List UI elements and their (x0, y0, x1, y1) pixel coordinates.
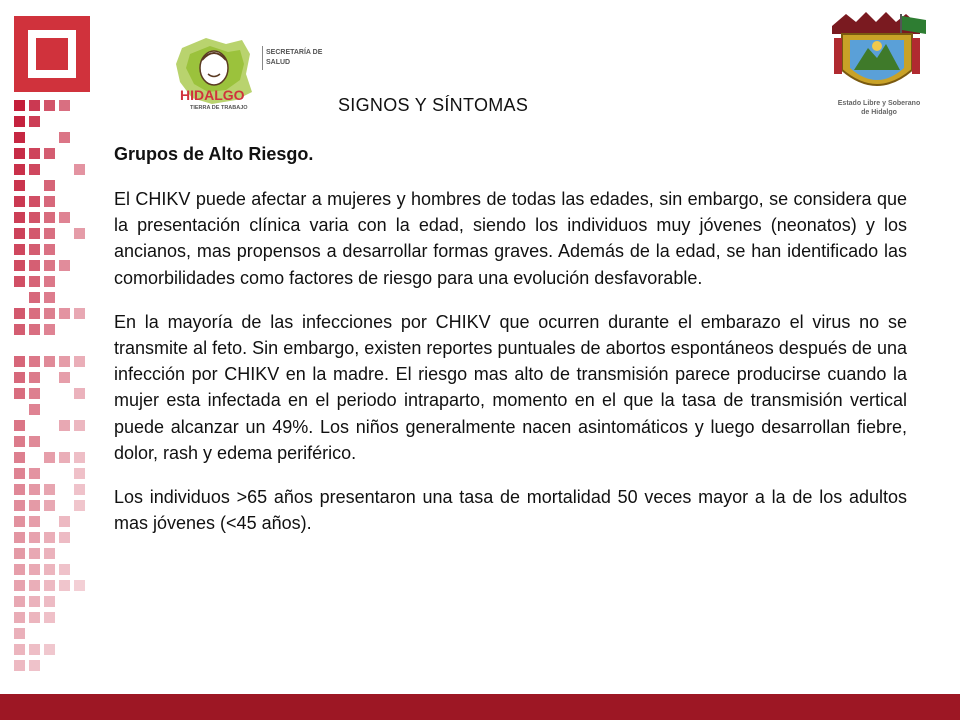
decor-square (74, 356, 85, 367)
decor-square (44, 452, 55, 463)
decor-square (59, 532, 70, 543)
decor-square (44, 100, 55, 111)
decor-square (14, 164, 25, 175)
decor-square (29, 212, 40, 223)
decor-square (74, 164, 85, 175)
decor-square (29, 612, 40, 623)
decor-square (14, 372, 25, 383)
decor-square (59, 132, 70, 143)
decor-square (29, 372, 40, 383)
state-caption (820, 99, 938, 117)
decor-square (74, 468, 85, 479)
decor-square (29, 596, 40, 607)
decor-square (14, 564, 25, 575)
decor-square (59, 308, 70, 319)
decor-square (59, 580, 70, 591)
decor-square (29, 548, 40, 559)
decor-square (29, 644, 40, 655)
slide-subtitle: Grupos de Alto Riesgo. (114, 144, 314, 164)
decor-square (14, 420, 25, 431)
decor-square (29, 564, 40, 575)
decor-square (14, 612, 25, 623)
decor-square (44, 148, 55, 159)
decor-square (14, 276, 25, 287)
decor-square (14, 148, 25, 159)
decor-square (44, 228, 55, 239)
decor-square (29, 516, 40, 527)
decorative-sidebar (0, 0, 100, 720)
decor-square (14, 116, 25, 127)
decor-square (14, 660, 25, 671)
footer-bar (0, 694, 960, 720)
decor-square (14, 356, 25, 367)
decor-square (74, 388, 85, 399)
decor-square (44, 212, 55, 223)
decor-square (14, 244, 25, 255)
decor-square (29, 484, 40, 495)
decor-square (29, 388, 40, 399)
decor-square (14, 180, 25, 191)
decor-square (44, 612, 55, 623)
decor-square (29, 308, 40, 319)
decor-square (59, 100, 70, 111)
decor-square (14, 436, 25, 447)
decor-square (14, 516, 25, 527)
decor-square (29, 356, 40, 367)
decor-square (74, 580, 85, 591)
decor-square (44, 548, 55, 559)
decor-square (14, 260, 25, 271)
decor-square (29, 164, 40, 175)
decor-square (59, 452, 70, 463)
state-caption-line1: Estado Libre y Soberano (837, 100, 921, 107)
decor-square (74, 308, 85, 319)
decor-square (44, 596, 55, 607)
decor-square (14, 484, 25, 495)
decor-square (44, 564, 55, 575)
decor-square (29, 244, 40, 255)
decor-square (14, 644, 25, 655)
decor-square (44, 244, 55, 255)
decor-square (74, 420, 85, 431)
decor-square (29, 116, 40, 127)
decor-square (29, 276, 40, 287)
decor-square (44, 500, 55, 511)
decor-square (59, 420, 70, 431)
header-logo-graphic (166, 34, 346, 116)
decor-square (44, 196, 55, 207)
decor-square (14, 548, 25, 559)
decor-square (44, 276, 55, 287)
decor-square (29, 148, 40, 159)
decor-square (29, 324, 40, 335)
hidalgo-secretaria-salud-logo-icon (166, 34, 346, 116)
decor-square (14, 500, 25, 511)
decor-square (59, 212, 70, 223)
hidalgo-tagline: TIERRA DE TRABAJO (190, 105, 248, 111)
hidalgo-wordmark: HIDALGO (180, 87, 245, 103)
decor-square (14, 628, 25, 639)
decor-square (29, 404, 40, 415)
decor-square (29, 196, 40, 207)
decor-square (14, 532, 25, 543)
decor-square (29, 228, 40, 239)
decor-square (14, 132, 25, 143)
decor-square (44, 308, 55, 319)
decor-square (14, 324, 25, 335)
decor-square (29, 660, 40, 671)
decor-square (14, 468, 25, 479)
secretaria-line2: SALUD (266, 59, 291, 66)
decor-square (74, 484, 85, 495)
decor-square (59, 356, 70, 367)
decor-square (59, 372, 70, 383)
slide-title: SIGNOS Y SÍNTOMAS (338, 95, 529, 115)
decor-square (44, 292, 55, 303)
slide-body (114, 186, 907, 554)
decor-square (14, 452, 25, 463)
state-caption-line2: de Hidalgo (861, 109, 897, 116)
paragraph-2: En la mayoría de las infecciones por CHIKV que ocurren durante el embarazo el virus no se transmite al feto. Sin embargo, existen reportes puntuales de abortos espontáneos después de una infección por CHIKV en la madre. El riesgo mas alto de transmisión parece producirse cuando la mujer esta infectada en el periodo intraparto, momento en el que la tasa de transmisión vertical puede alcanzar un 49%. Los niños generalmente nacen asintomáticos y luego desarrollan fiebre, dolor, rash y edema periférico. (114, 311, 907, 463)
decor-square (14, 596, 25, 607)
decor-square (44, 324, 55, 335)
decor-square (29, 500, 40, 511)
decor-square (29, 468, 40, 479)
decor-square (59, 260, 70, 271)
decor-square (74, 452, 85, 463)
decor-square (44, 644, 55, 655)
decor-square (74, 228, 85, 239)
decor-square (44, 484, 55, 495)
decor-square (44, 260, 55, 271)
decor-square (29, 292, 40, 303)
secretaria-line1: SECRETARÍA DE (266, 49, 323, 56)
decor-square (14, 100, 25, 111)
decor-square (44, 356, 55, 367)
decor-square (59, 516, 70, 527)
decor-square (14, 228, 25, 239)
logo-inner-square (36, 38, 68, 70)
decor-square (44, 580, 55, 591)
decor-square (44, 180, 55, 191)
paragraph-1: El CHIKV puede afectar a mujeres y hombres de todas las edades, sin embargo, se considera que la presentación clínica varia con la edad, siendo los individuos muy jóvenes (neonatos) y los ancianos, mas propensos a desarrollar formas graves. Además de la edad, se han identificado las comorbilidades como factores de riesgo para una evolución desfavorable. (114, 189, 907, 288)
decor-square (14, 308, 25, 319)
decor-square (14, 580, 25, 591)
decor-square (14, 388, 25, 399)
decor-square (74, 500, 85, 511)
decor-square (29, 100, 40, 111)
paragraph-3: Los individuos >65 años presentaron una tasa de mortalidad 50 veces mayor a la de los adultos mas jóvenes (<45 años). (114, 487, 907, 534)
decor-square (14, 212, 25, 223)
decor-square (29, 580, 40, 591)
decor-square (29, 532, 40, 543)
decor-square (59, 564, 70, 575)
decor-square (29, 260, 40, 271)
decor-square (29, 436, 40, 447)
coat-of-arms-graphic (822, 8, 932, 100)
decor-square (44, 532, 55, 543)
decor-square (14, 196, 25, 207)
